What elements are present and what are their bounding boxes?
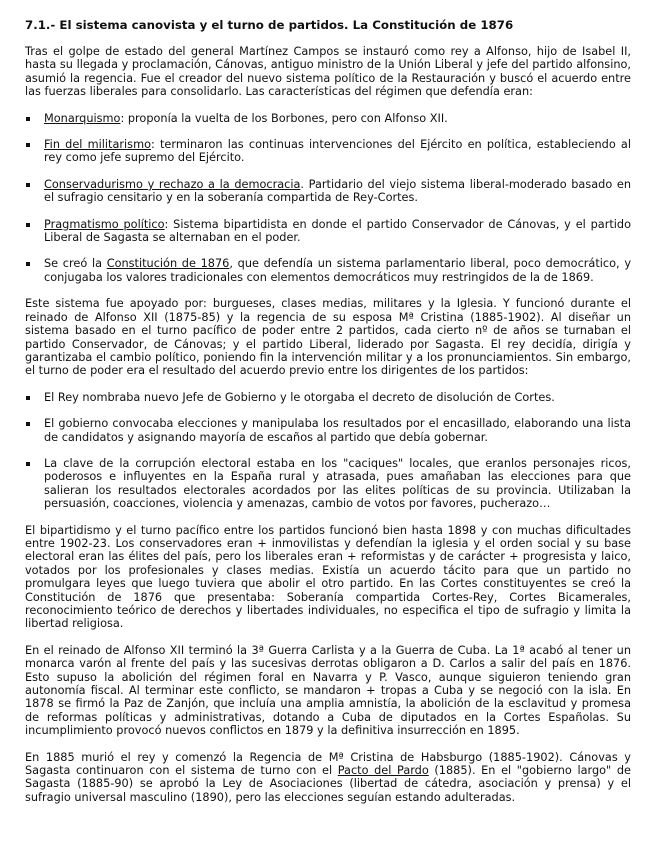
alfonso-xii-paragraph: En el reinado de Alfonso XII terminó la 3ª Guerra Carlista y a la Guerra de Cuba. La 1ª acabó al tener un monarca varón al frente del país y las sucesivas derrotas obligaron a D. Carlos a salir del país en 1876. Esto supuso la abolición del régimen foral en Navarra y P. Vasco, aunque siguieron teniendo gran autonomía fiscal. Al terminar este conflicto, se mandaron + tropas a Cuba y se negoció con la isla. En 1878 se firmó la Paz de Zanjón, que incluía una amplia amnistía, la abolición de la esclavitud y promesa de reformas políticas y administrativas, dotando a Cuba de diputados en la Cortes Españolas. Su incumplimiento provocó nuevos conflictos en 1879 y la definitiva insurrección en 1895. xyxy=(25,643,631,738)
feature-text: : terminaron las continuas intervenciones del Ejército en política, estableciendo al rey como jefe supremo del Ejército. xyxy=(44,138,631,165)
regencia-after: (1885). En el "gobierno largo" de Sagasta (1885-90) se aprobó la Ley de Asociaciones (libertad de cátedra, asociación y prensa) y el sufragio universal masculino (1890), pero las elecciones seguían estando adulteradas. xyxy=(25,764,631,804)
feature-item xyxy=(25,112,631,125)
turno-step: El Rey nombraba nuevo Jefe de Gobierno y le otorgaba el decreto de disolución de Cortes. xyxy=(25,391,631,404)
bipartidismo-paragraph: El bipartidismo y el turno pacífico entre los partidos funcionó bien hasta 1898 y con muchas dificultades entre 1902-23. Los conservadores eran + inmovilistas y defendían la iglesia y el orden social y su base electoral eran las élites del país, pero los liberales eran + reformistas y de carácter + progresista y laico, votados por los profesionales y clases medias. Existía un acuerdo tácito para que un partido no promulgara leyes que luego tuviera que abolir el otro partido. En las Cortes constituyentes se creó la Constitución de 1876 que presentaba: Soberanía compartida Cortes-Rey, Cortes Bicamerales, reconocimiento teórico de derechos y libertades individuales, no especifica el tipo de sufragio y limita la libertad religiosa. xyxy=(25,523,631,631)
feature-term: Monarquismo xyxy=(44,111,121,125)
feature-item xyxy=(25,218,631,245)
pacto-del-pardo-term: Pacto del Pardo xyxy=(337,764,429,778)
turno-step: La clave de la corrupción electoral estaba en los "caciques" locales, que eranlos personajes ricos, poderosos e influyentes en la España rural y atrasada, pues amañaban las elecciones para que salieran los resultados electorales acordados por las elites políticas de su provincia. Utilizaban la persuasión, coacciones, violencia y amenazas, cambio de votos por favores, pucherazo… xyxy=(25,457,631,511)
features-list xyxy=(25,112,631,285)
constitution-item xyxy=(25,257,631,284)
feature-term: Conservadurismo y rechazo a la democracia xyxy=(44,177,301,191)
feature-text: : proponía la vuelta de los Borbones, pero con Alfonso XII. xyxy=(120,111,448,125)
turno-steps-list xyxy=(25,391,631,511)
feature-item xyxy=(25,178,631,205)
feature-term: Fin del militarismo xyxy=(44,138,151,152)
feature-term: Pragmatismo político xyxy=(44,217,165,231)
section-title: 7.1.- El sistema canovista y el turno de partidos. La Constitución de 1876 xyxy=(25,18,514,32)
regencia-before: En 1885 murió el rey y comenzó la Regencia de Mª Cristina de Habsburgo (1885-1902). Cánovas y Sagasta continuaron con el sistema de turno con el xyxy=(25,750,631,778)
constitution-term: Constitución de 1876 xyxy=(106,257,230,271)
constitution-text: , que defendía un sistema parlamentario liberal, poco democrático, y conjugaba los valores tradicionales con elementos democráticos muy restringidos de la de 1869. xyxy=(44,257,631,284)
regencia-paragraph xyxy=(25,751,631,805)
feature-item xyxy=(25,138,631,165)
constitution-prefix: Se creó la xyxy=(44,257,107,271)
support-paragraph: Este sistema fue apoyado por: burgueses, clases medias, militares y la Iglesia. Y funcionó durante el reinado de Alfonso XII (1875-85) y la regencia de su esposa Mª Cristina (1885-1902). Al diseñar un sistema basado en el turno pacífico de poder entre 2 partidos, cada cierto nº de años se turnaban el partido Conservador, de Cánovas; y el partido Liberal, liderado por Sagasta. El rey decidía, dirigía y garantizaba el cambio político, poniendo fin la intervención militar y a los pronunciamientos. Sin embargo, el turno de poder era el resultado del acuerdo previo entre los dirigentes de los partidos: xyxy=(25,297,631,378)
feature-text: . Partidario del viejo sistema liberal-moderado basado en el sufragio censitario y en la soberanía compartida de Rey-Cortes. xyxy=(44,177,631,205)
feature-text: : Sistema bipartidista en donde el partido Conservador de Cánovas, y el partido Liberal de Sagasta se alternaban en el poder. xyxy=(44,217,631,245)
turno-step: El gobierno convocaba elecciones y manipulaba los resultados por el encasillado, elaborando una lista de candidatos y asignando mayoría de escaños al partido que debía gobernar. xyxy=(25,417,631,444)
intro-paragraph: Tras el golpe de estado del general Martínez Campos se instauró como rey a Alfonso, hijo de Isabel II, hasta su llegada y proclamación, Cánovas, antiguo ministro de la Unión Liberal y jefe del partido alfonsino, asumió la regencia. Fue el creador del nuevo sistema político de la Restauración y buscó el acuerdo entre las fuerzas liberales para consolidarlo. Las características del régimen que defendía eran: xyxy=(25,45,631,99)
